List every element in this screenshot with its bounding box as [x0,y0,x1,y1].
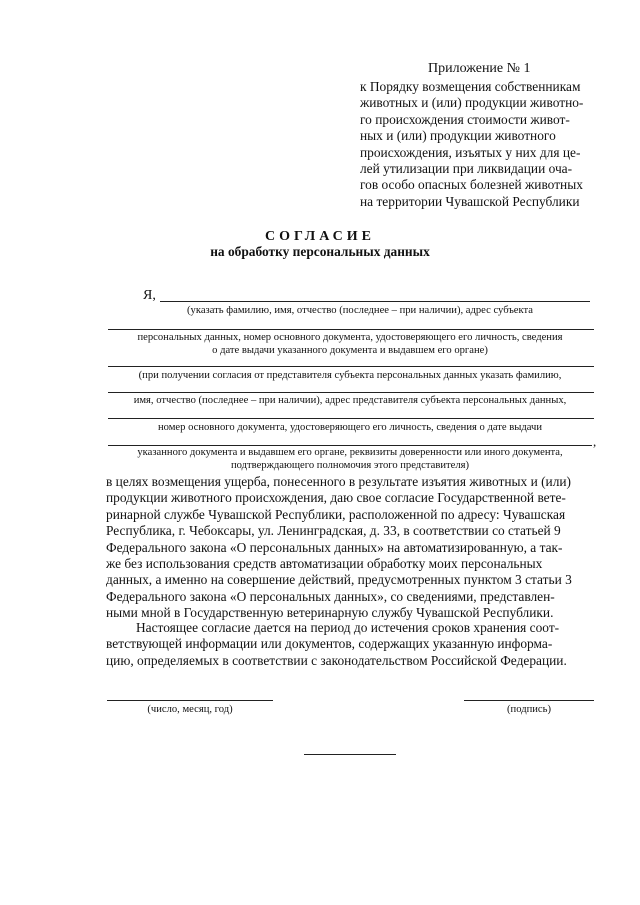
paragraph-line: Федерального закона «О персональных данных» на автоматизированную, а так- [106,539,563,555]
representative-fill-line[interactable] [108,366,594,367]
hint-representative-document: номер основного документа, удостоверяющего его личность, сведения о дате выдачи [157,422,543,433]
appendix-title: Приложение № 1 [428,61,531,76]
hint-representative-name: (при получении согласия от представителя субъекта персональных данных указать фамилию, [138,370,562,381]
hint-authority-document: указанного документа и выдавшем его органе, реквизиты доверенности или иного документа, [137,447,563,458]
appendix-line: к Порядку возмещения собственникам [360,79,581,94]
appendix-line: гов особо опасных болезней животных [360,177,583,193]
paragraph-line: в целях возмещения ущерба, понесенного в результате изъятия животных и (или) [106,474,572,489]
appendix-line: лей утилизации при ликвидации оча- [360,161,573,177]
paragraph-line: продукции животного происхождения, даю свое согласие Государственной вете- [106,490,566,506]
paragraph-line: данных, а именно на совершение действий, предусмотренных пунктом 3 статьи 3 [106,572,572,588]
date-caption: (число, месяц, год) [147,704,233,715]
hint-representative-address: имя, отчество (последнее – при наличии), адрес представителя субъекта персональных данных, [133,395,567,406]
hint-authority-confirmation: подтверждающего полномочия этого представителя) [230,460,470,471]
consent-paragraph [106,474,597,622]
hint-subject-name: (указать фамилию, имя, отчество (последнее – при наличии), адрес субъекта [187,305,533,316]
paragraph-line: же без использования средств автоматизации обработку моих персональных [106,556,543,572]
date-fill-line[interactable] [107,700,273,701]
representative-address-fill-line[interactable] [108,392,594,393]
representative-document-fill-line[interactable] [108,418,594,419]
paragraph-line: ветствующей информации или документов, содержащих указанную информа- [106,636,553,652]
paragraph-line: цию, определяемых в соответствии с законодательством Российской Федерации. [106,652,567,668]
name-fill-line[interactable] [160,301,590,302]
paragraph-line: ринарной службе Чувашской Республики, расположенной по адресу: Чувашская [106,506,566,522]
closing-divider [304,754,396,755]
paragraph-line: ными мной в Государственную ветеринарную службу Чувашской Республики. [106,605,554,621]
hint-subject-document: персональных данных, номер основного документа, удостоверяющего его личность, сведения [137,332,563,343]
signature-fill-line[interactable] [464,700,594,701]
form-prefix: Я, [143,288,156,303]
document-title: СОГЛАСИЕ [265,229,375,244]
appendix-line: происхождения, изъятых у них для це- [360,144,581,160]
paragraph-line: Республика, г. Чебоксары, ул. Ленинградская, д. 33, в соответствии со статьей 9 [106,523,561,539]
signature-caption: (подпись) [507,704,551,715]
appendix-line: животных и (или) продукции животно- [360,95,584,111]
appendix-line: ных и (или) продукции животного [360,128,556,144]
appendix-line: на территории Чувашской Республики [360,193,580,209]
paragraph-line: Федерального закона «О персональных данных», со сведениями, представлен- [106,588,555,604]
document-subtitle: на обработку персональных данных [210,244,430,259]
hint-subject-document-issue: о дате выдачи указанного документа и выдавшем его органе) [212,345,488,356]
line-comma: , [593,434,597,449]
appendix-reference [360,79,596,210]
appendix-line: го происхождения стоимости живот- [360,111,570,127]
subject-details-fill-line[interactable] [108,329,594,330]
validity-paragraph [106,620,597,669]
paragraph-line: Настоящее согласие дается на период до истечения сроков хранения соот- [136,620,560,635]
